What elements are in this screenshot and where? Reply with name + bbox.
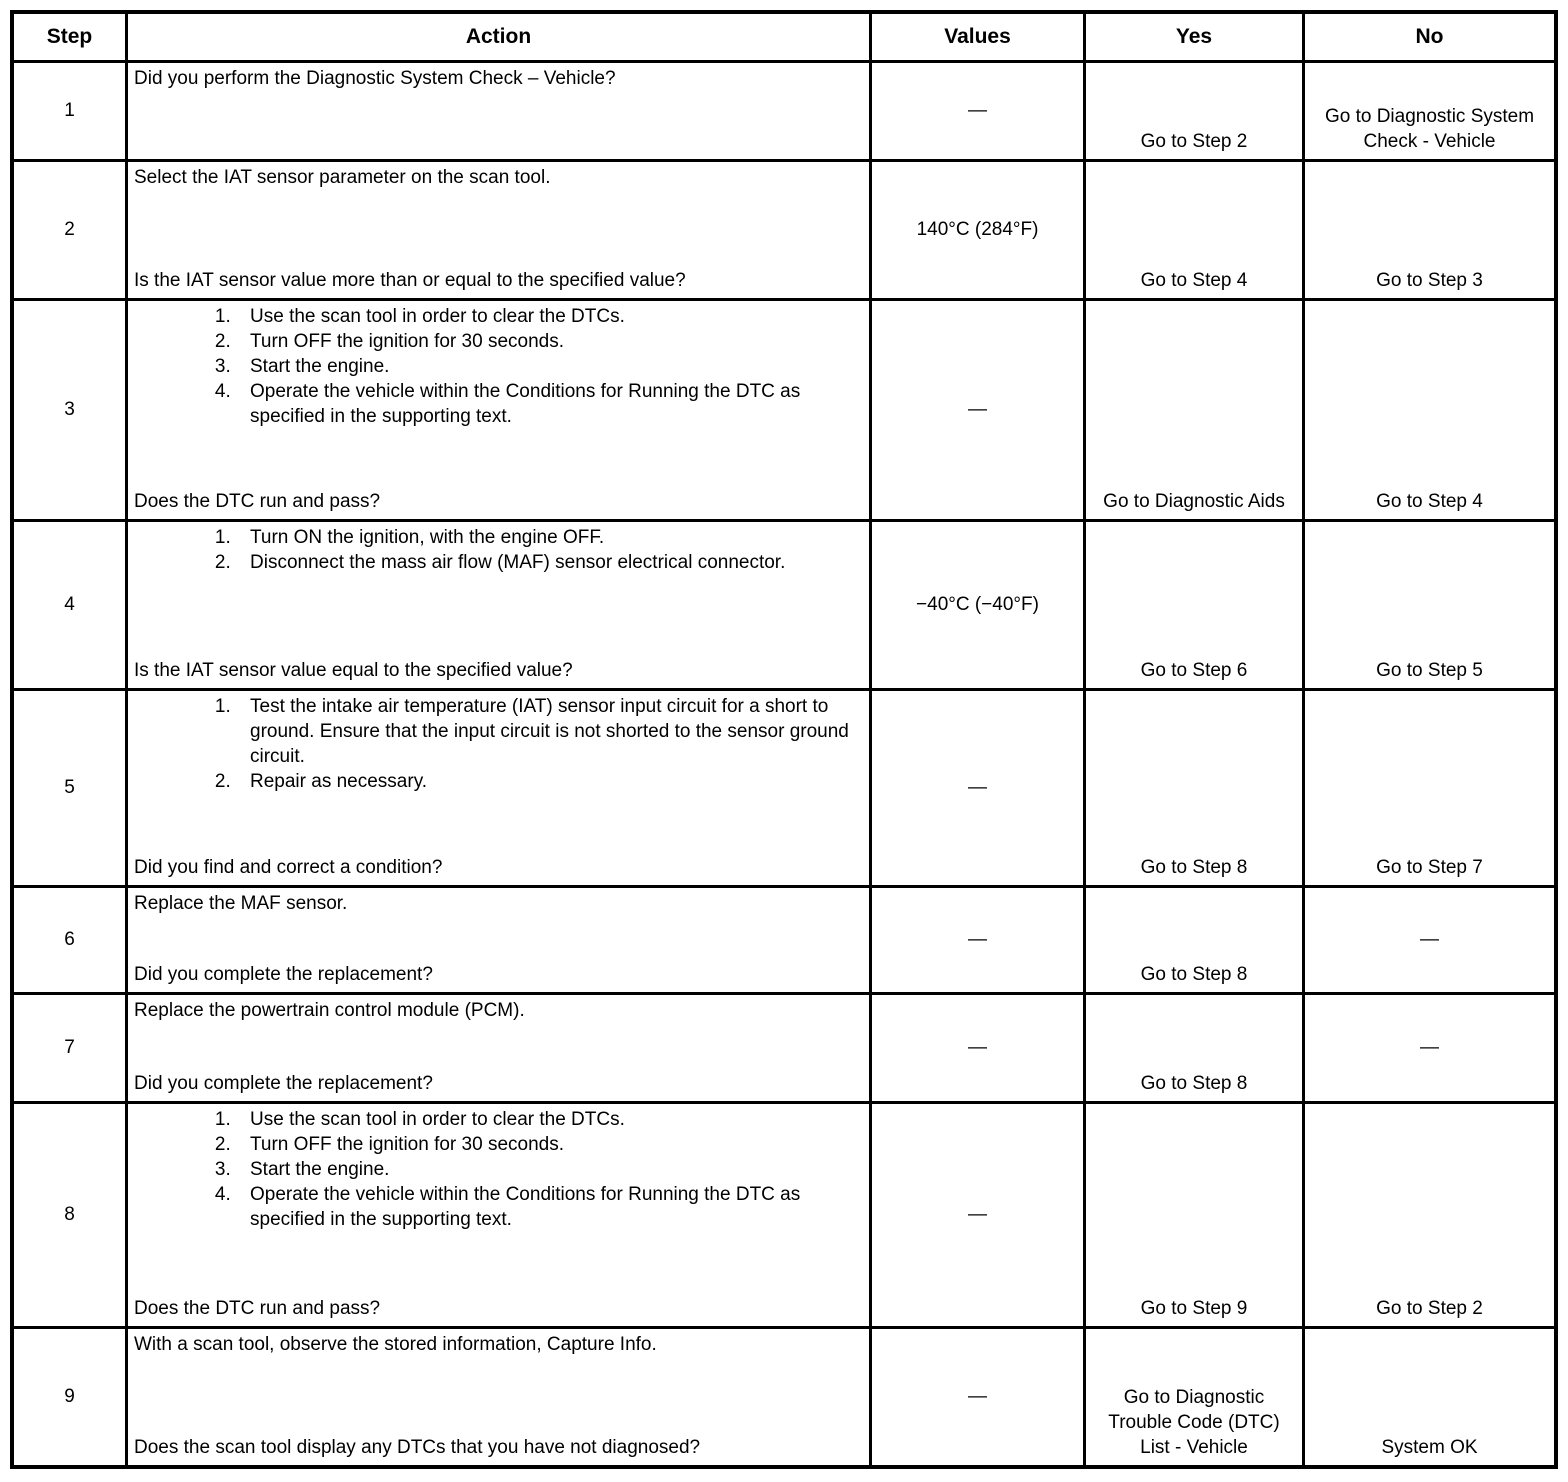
action-cell bbox=[128, 995, 869, 1101]
values-cell: — bbox=[872, 301, 1083, 519]
action-list-item: 1. Test the intake air temperature (IAT) sensor input circuit for a short to ground. Ensure that the input circuit is not shorted to the sensor ground circuit. bbox=[236, 694, 859, 769]
action-list-item: 1. Use the scan tool in order to clear the DTCs. bbox=[236, 304, 859, 329]
no-cell: System OK bbox=[1305, 1329, 1554, 1465]
yes-cell: Go to Diagnostic Aids bbox=[1086, 301, 1302, 519]
values-cell: — bbox=[872, 63, 1083, 159]
yes-cell: Go to Step 4 bbox=[1086, 162, 1302, 298]
step-cell: 7 bbox=[14, 995, 125, 1101]
values-cell: 140°C (284°F) bbox=[872, 162, 1083, 298]
values-cell: — bbox=[872, 1104, 1083, 1326]
action-cell bbox=[128, 301, 869, 519]
no-cell: — bbox=[1305, 888, 1554, 992]
step-cell: 8 bbox=[14, 1104, 125, 1326]
yes-cell: Go to Step 8 bbox=[1086, 691, 1302, 885]
action-list-item: 4. Operate the vehicle within the Conditions for Running the DTC as specified in the supporting text. bbox=[236, 1182, 859, 1232]
column-header-action: Action bbox=[128, 14, 869, 60]
action-list-item: 3. Start the engine. bbox=[236, 354, 859, 379]
no-cell: Go to Step 5 bbox=[1305, 522, 1554, 688]
action-cell bbox=[128, 522, 869, 688]
action-cell bbox=[128, 691, 869, 885]
action-cell bbox=[128, 888, 869, 992]
action-list-item: 2. Disconnect the mass air flow (MAF) sensor electrical connector. bbox=[236, 550, 859, 575]
column-header-no: No bbox=[1305, 14, 1554, 60]
action-question: Does the scan tool display any DTCs that you have not diagnosed? bbox=[134, 1436, 701, 1458]
action-cell bbox=[128, 162, 869, 298]
yes-cell: Go to Step 8 bbox=[1086, 888, 1302, 992]
yes-cell: Go to Step 2 bbox=[1086, 63, 1302, 159]
action-question: Is the IAT sensor value more than or equal to the specified value? bbox=[134, 269, 686, 291]
yes-cell: Go to Step 6 bbox=[1086, 522, 1302, 688]
action-list-item: 3. Start the engine. bbox=[236, 1157, 859, 1182]
action-question: Does the DTC run and pass? bbox=[134, 1297, 381, 1319]
action-question: Does the DTC run and pass? bbox=[134, 490, 381, 512]
action-question: Did you complete the replacement? bbox=[134, 1072, 433, 1094]
step-cell: 6 bbox=[14, 888, 125, 992]
action-cell bbox=[128, 1329, 869, 1465]
no-cell: — bbox=[1305, 995, 1554, 1101]
column-header-values: Values bbox=[872, 14, 1083, 60]
no-cell: Go to Step 4 bbox=[1305, 301, 1554, 519]
action-question: Did you find and correct a condition? bbox=[134, 856, 443, 878]
yes-cell: Go to Step 8 bbox=[1086, 995, 1302, 1101]
action-list bbox=[134, 304, 859, 429]
action-list-item: 2. Repair as necessary. bbox=[236, 769, 859, 794]
column-header-yes: Yes bbox=[1086, 14, 1302, 60]
step-cell: 5 bbox=[14, 691, 125, 885]
action-question: Did you complete the replacement? bbox=[134, 963, 433, 985]
yes-cell: Go to Step 9 bbox=[1086, 1104, 1302, 1326]
diagnostic-table bbox=[10, 10, 1558, 1469]
yes-cell: Go to Diagnostic Trouble Code (DTC) List - Vehicle bbox=[1086, 1329, 1302, 1465]
action-list-item: 2. Turn OFF the ignition for 30 seconds. bbox=[236, 329, 859, 354]
action-list-item: 1. Turn ON the ignition, with the engine OFF. bbox=[236, 525, 859, 550]
action-text: With a scan tool, observe the stored information, Capture Info. bbox=[134, 1334, 657, 1355]
no-cell: Go to Step 7 bbox=[1305, 691, 1554, 885]
action-text: Replace the powertrain control module (PCM). bbox=[134, 1000, 525, 1021]
action-list-item: 1. Use the scan tool in order to clear the DTCs. bbox=[236, 1107, 859, 1132]
values-cell: — bbox=[872, 691, 1083, 885]
action-list-item: 4. Operate the vehicle within the Conditions for Running the DTC as specified in the supporting text. bbox=[236, 379, 859, 429]
step-cell: 9 bbox=[14, 1329, 125, 1465]
action-text: Did you perform the Diagnostic System Check – Vehicle? bbox=[134, 68, 616, 89]
column-header-step: Step bbox=[14, 14, 125, 60]
step-cell: 4 bbox=[14, 522, 125, 688]
values-cell: — bbox=[872, 888, 1083, 992]
action-text: Replace the MAF sensor. bbox=[134, 893, 348, 914]
action-list-item: 2. Turn OFF the ignition for 30 seconds. bbox=[236, 1132, 859, 1157]
step-cell: 1 bbox=[14, 63, 125, 159]
no-cell: Go to Step 2 bbox=[1305, 1104, 1554, 1326]
action-cell bbox=[128, 1104, 869, 1326]
no-cell: Go to Step 3 bbox=[1305, 162, 1554, 298]
values-cell: — bbox=[872, 995, 1083, 1101]
no-cell: Go to Diagnostic System Check - Vehicle bbox=[1305, 63, 1554, 159]
action-text: Select the IAT sensor parameter on the scan tool. bbox=[134, 167, 551, 188]
action-list bbox=[134, 525, 859, 575]
step-cell: 3 bbox=[14, 301, 125, 519]
values-cell: — bbox=[872, 1329, 1083, 1465]
step-cell: 2 bbox=[14, 162, 125, 298]
action-list bbox=[134, 1107, 859, 1232]
values-cell: −40°C (−40°F) bbox=[872, 522, 1083, 688]
action-question: Is the IAT sensor value equal to the specified value? bbox=[134, 659, 573, 681]
action-list bbox=[134, 694, 859, 794]
action-cell bbox=[128, 63, 869, 159]
